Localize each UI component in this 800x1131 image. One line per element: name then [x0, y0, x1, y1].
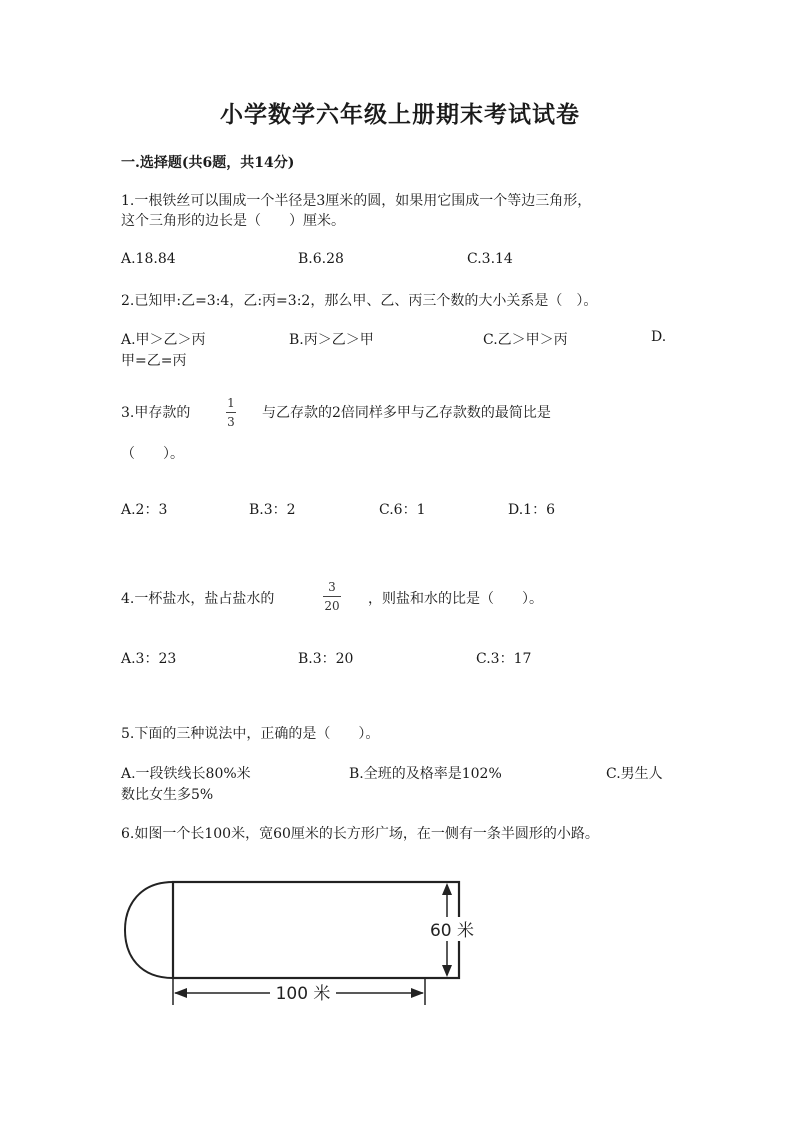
semicircle-path: [125, 882, 173, 978]
q4-option-c[interactable]: C.3：17: [476, 651, 532, 667]
q2-option-d[interactable]: D.: [651, 329, 667, 345]
q4-stem-suffix: ，则盐和水的比是（ ）。: [368, 591, 543, 607]
q3-option-a[interactable]: A.2：3: [121, 502, 168, 518]
q1-option-b[interactable]: B.6.28: [298, 251, 344, 267]
q5-option-c-text: 数比女生多5%: [121, 787, 214, 803]
q3-fraction-denominator: 3: [227, 415, 235, 429]
q1-option-a[interactable]: A.18.84: [121, 251, 176, 267]
q3-option-b[interactable]: B.3：2: [249, 502, 296, 518]
q3-fraction-numerator: 1: [227, 396, 235, 410]
rectangle-plaza: [173, 882, 459, 978]
width-label: 60 米: [429, 921, 475, 941]
q5-option-b[interactable]: B.全班的及格率是102%: [349, 766, 502, 782]
q2-option-a[interactable]: A.甲＞乙＞丙: [121, 332, 206, 348]
q3-option-d[interactable]: D.1：6: [508, 502, 555, 518]
width-arrow-down: [442, 965, 452, 977]
q2-option-c[interactable]: C.乙＞甲＞丙: [483, 332, 568, 348]
q3-stem-suffix: 与乙存款的2倍同样多甲与乙存款数的最简比是: [262, 405, 551, 421]
q4-option-a[interactable]: A.3：23: [121, 651, 177, 667]
q1-stem-line2: 这个三角形的边长是（ ）厘米。: [121, 213, 345, 229]
q4-fraction-denominator: 20: [324, 599, 340, 613]
length-arrow-right: [411, 988, 424, 998]
length-label: 100 米: [275, 984, 331, 1004]
q3-option-c[interactable]: C.6：1: [379, 502, 426, 518]
exam-title: 小学数学六年级上册期末考试试卷: [220, 101, 580, 128]
q2-stem: 2.已知甲:乙=3:4，乙:丙=3:2，那么甲、乙、丙三个数的大小关系是（ ）。: [121, 293, 598, 309]
q5-option-a[interactable]: A.一段铁线长80%米: [121, 766, 251, 782]
width-arrow-up: [442, 883, 452, 895]
q3-stem-prefix: 3.甲存款的: [121, 405, 191, 421]
section-heading: 一.选择题(共6题，共14分): [121, 155, 295, 171]
q1-stem-line1: 1.一根铁丝可以围成一个半径是3厘米的圆，如果用它围成一个等边三角形，: [121, 193, 592, 209]
q1-option-c[interactable]: C.3.14: [467, 251, 513, 267]
q2-option-d-text: 甲=乙=丙: [121, 353, 187, 369]
q2-option-b[interactable]: B.丙＞乙＞甲: [289, 332, 374, 348]
length-arrow-left: [174, 988, 187, 998]
q5-option-c[interactable]: C.男生人: [606, 766, 663, 782]
q6-stem: 6.如图一个长100米，宽60厘米的长方形广场，在一侧有一条半圆形的小路。: [121, 826, 599, 842]
q4-stem-prefix: 4.一杯盐水，盐占盐水的: [121, 591, 275, 607]
q4-option-b[interactable]: B.3：20: [298, 651, 354, 667]
q5-stem: 5.下面的三种说法中，正确的是（ ）。: [121, 726, 380, 742]
q4-fraction-numerator: 3: [328, 580, 336, 594]
q3-stem-line2: （ ）。: [121, 446, 184, 462]
